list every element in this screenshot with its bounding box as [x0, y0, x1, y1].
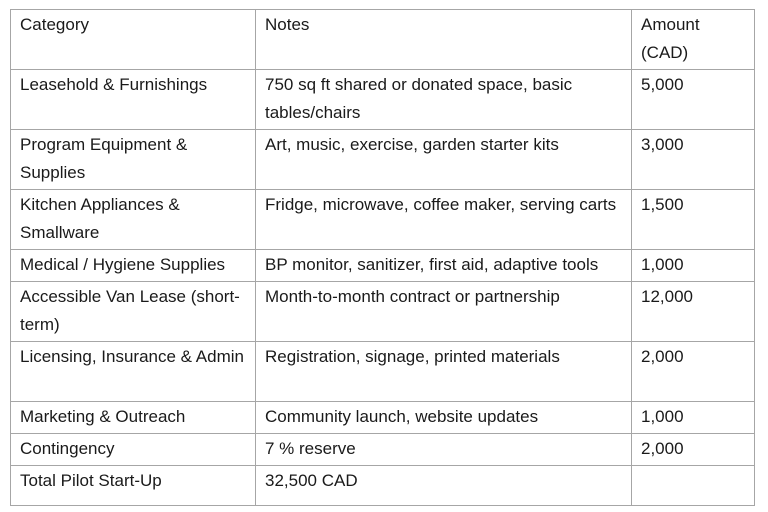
table-row — [11, 70, 755, 130]
cell-notes: Community launch, website updates — [256, 402, 632, 434]
cell-amount: 12,000 — [632, 282, 755, 342]
header-category: Category — [11, 10, 256, 70]
cell-notes: BP monitor, sanitizer, first aid, adaptive tools — [256, 250, 632, 282]
cell-notes: Fridge, microwave, coffee maker, serving carts — [256, 190, 632, 250]
table-row — [11, 402, 755, 434]
cell-notes: Month-to-month contract or partnership — [256, 282, 632, 342]
cell-category: Program Equipment & Supplies — [11, 130, 256, 190]
table-row — [11, 250, 755, 282]
header-notes: Notes — [256, 10, 632, 70]
table-row — [11, 190, 755, 250]
cell-notes: 750 sq ft shared or donated space, basic tables/chairs — [256, 70, 632, 130]
cell-category: Contingency — [11, 434, 256, 466]
table-row — [11, 434, 755, 466]
cell-notes: Registration, signage, printed materials — [256, 342, 632, 402]
table-header-row — [11, 10, 755, 70]
header-amount: Amount (CAD) — [632, 10, 755, 70]
cell-category: Total Pilot Start-Up — [11, 466, 256, 506]
cell-category: Accessible Van Lease (short-term) — [11, 282, 256, 342]
cell-amount: 2,000 — [632, 434, 755, 466]
cell-category: Marketing & Outreach — [11, 402, 256, 434]
cell-category: Medical / Hygiene Supplies — [11, 250, 256, 282]
cell-notes: Art, music, exercise, garden starter kits — [256, 130, 632, 190]
cell-amount — [632, 466, 755, 506]
table-row — [11, 130, 755, 190]
cell-amount: 1,000 — [632, 250, 755, 282]
cell-category: Leasehold & Furnishings — [11, 70, 256, 130]
cell-category: Kitchen Appliances & Smallware — [11, 190, 256, 250]
cell-amount: 5,000 — [632, 70, 755, 130]
table-total-row — [11, 466, 755, 506]
cell-category: Licensing, Insurance & Admin — [11, 342, 256, 402]
table-row — [11, 282, 755, 342]
cell-notes: 32,500 CAD — [256, 466, 632, 506]
cell-notes: 7 % reserve — [256, 434, 632, 466]
cell-amount: 3,000 — [632, 130, 755, 190]
cell-amount: 1,000 — [632, 402, 755, 434]
cell-amount: 2,000 — [632, 342, 755, 402]
cell-amount: 1,500 — [632, 190, 755, 250]
table-row — [11, 342, 755, 402]
budget-table — [10, 9, 755, 506]
